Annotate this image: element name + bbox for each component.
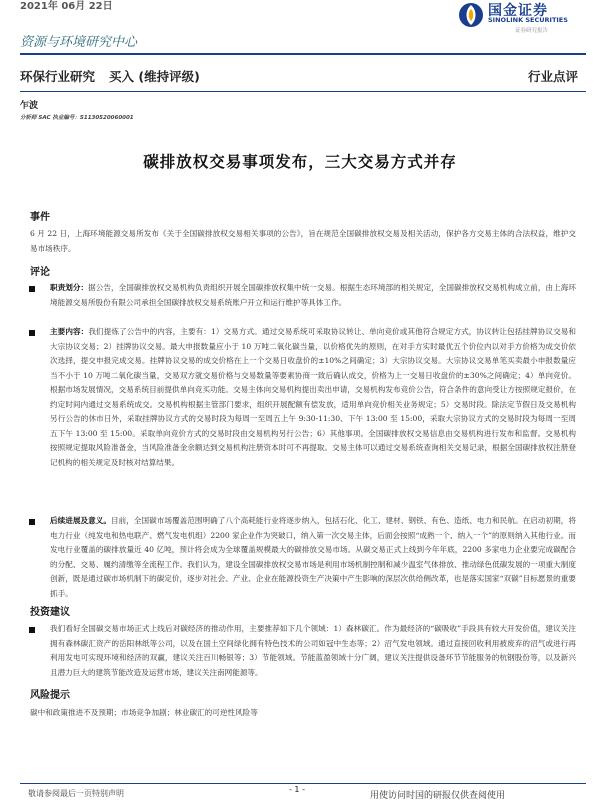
logo-text-en: SINOLINK SECURITIES [488,16,568,24]
bullet-text: 目前，全国碳市场覆盖范围明确了八个高耗能行业将逐步纳入，包括石化、化工、建材、钢铁、有色、造纸、电力和民航。在启动初期，将电力行业（纯发电和热电联产、燃气发电机组）2200 家企业作为突破口，纳入第一次交易主体，后面会按照“成熟一个、纳入一个”的原则纳入其他行业。而发电行业覆盖的碳排放量近 40 亿吨，预计将会成为全球覆盖规模最大的碳排放交易市场。从碳交易正式上线到今年年底，2200 多家电力企业要完成碳配合的分配、交易、履约清缴等全流程工作。我们认为，建设全国碳排放权交易市场是利用市场机制控制和减少温室气体排放、推动绿色低碳发展的一项重大制度创新，既是通过碳市场机制下的碳定价，逐步对社会、产业、企业在能源投资生产决策中产生影响的深层次供给侧改革，也是落实国家“双碳”目标愿景的重要抓手。 [50,516,577,598]
bullet-marker [29,519,35,525]
invest-text-block [30,622,576,680]
footer-notice: 用使访问时国的研报仅供查阅使用 [370,791,506,801]
invest-text: 我们看好全国碳交易市场正式上线后对碳经济的推动作用，主要推荐如下几个领域：1）森林碳汇。作为最经济的“碳吸收”手段具有较大开发价值，建议关注拥有森林碳汇资产的岳阳林纸等公司，以及在国土空间绿化拥有特色技术的公司如冠中生态等；2）沼气发电领域。通过直接回收利用被废弃的沼气或进行再利用发电可实现环境和经济的双赢，建议关注百川畅银等；3）节能领域。节能蓝盈领域十分广阔，建议关注提供设备环节节能服务的杭钢股份等，以及新兴且潜力巨大的建筑节能改造及运营市场，建议关注南网能源等。 [50,624,576,677]
footer-disclaimer: 敬请参阅最后一页特别声明 [28,789,124,798]
subheader-divider [20,91,586,92]
bullet-marker [29,330,35,336]
analyst-name: 乍波 [20,101,39,111]
report-date: 2021年 06月 22日 [20,1,113,12]
bullet-progress [30,514,576,601]
bullet-lead: 后续进展及意义。 [50,516,111,525]
rating-label: 买入 (维持评级) [109,69,200,84]
research-center-name: 资源与环境研究中心 [20,35,138,50]
bullet-main-content [30,325,576,470]
analyst-id: 分析师 SAC 执业编号：S1130520060001 [20,115,134,121]
report-type: 行业点评 [527,69,578,84]
bullet-marker [29,286,35,292]
bullet-lead: 主要内容： [50,327,89,336]
header-divider [20,53,586,55]
industry-label: 环保行业研究 [20,69,96,84]
logo-subtitle: 证券研究报告 [515,28,549,34]
bullet-marker [29,627,35,633]
bullet-lead: 职责划分： [50,283,89,292]
industry-rating [20,67,200,85]
comment-heading: 评论 [30,267,50,278]
event-heading: 事件 [30,212,50,223]
page-number: - 1 - [289,785,305,794]
risk-heading: 风险提示 [30,690,70,701]
risk-text: 碳中和政策推进不及预期；市场竞争加剧；林业碳汇的可逆性风险等 [30,708,258,717]
bullet-text: 我们提炼了公告中的内容，主要有：1）交易方式。通过交易系统可采取协议转让、单向竞价或其他符合规定方式，协议转让包括挂牌协议交易和大宗协议交易；2）挂牌协议交易。最大申报数量应小于 10 万吨二氧化碳当量，以价格优先的原则，在对手方实时最优五个价位内以对手方价格为成交价依次选择，提交申报完成交易。挂牌协议交易的成交价格在上一个交易日收盘价的±10%之间确定；3）大宗协议交易。大宗协议交易单笔买卖最小申报数量应当不小于 10 万吨二氧化碳当量，交易双方就交易价格与交易数量等要素协商一致后确认成交，价格为上一交易日收盘价的±30%之间确定；4）单向竞价。根据市场发展情况，交易系统目前提供单向竞买功能。交易主体向交易机构提出卖出申请，交易机构发布竞价公告，符合条件的意向受让方按照规定报价，在约定时间内通过交易系统成交。交易机构根据主管部门要求，组织开展配额有偿发放，适用单向竞价相关业务规定；5）交易时段。除法定节假日及交易机构另行公告的休市日外，采取挂牌协议方式的交易时段为每周一至周五上午 9:30-11:30、下午 13:00 至 15:00，采取大宗协议方式的交易时段为每周一至周五下午 13:00 至 15:00。采取单向竞价方式的交易时段由交易机构另行公告；6）其他事项。全国碳排放权交易信息由交易机构进行发布和监督。交易机构按照规定提取风险准备金，当风险准备金余额达到交易机构注册资本时可不再提取。交易主体可以通过交易系统查询相关交易记录，根据全国碳排放权注册登记机构的相关规定及时核对结算结果。 [50,327,577,467]
footer-divider [20,783,586,784]
bullet-responsibility [30,281,576,310]
logo-text-cn: 国金证券 [488,3,548,19]
event-text: 6 月 22 日，上海环境能源交易所发布《关于全国碳排放权交易相关事项的公告》，旨在规范全国碳排放权交易及相关活动，保护各方交易主体的合法权益，维护交易市场秩序。 [30,229,576,253]
bullet-text: 据公告，全国碳排放权交易机构负责组织开展全国碳排放权集中统一交易。根据生态环境部的相关规定，全国碳排放权交易机构成立前，由上海环境能源交易所股份有限公司承担全国碳排放权交易系统账户开立和运行维护等具体工作。 [50,283,576,307]
report-title: 碳排放权交易事项发布，三大交易方式并存 [143,152,457,171]
invest-heading: 投资建议 [30,607,70,618]
sinolink-logo-icon [458,2,484,28]
